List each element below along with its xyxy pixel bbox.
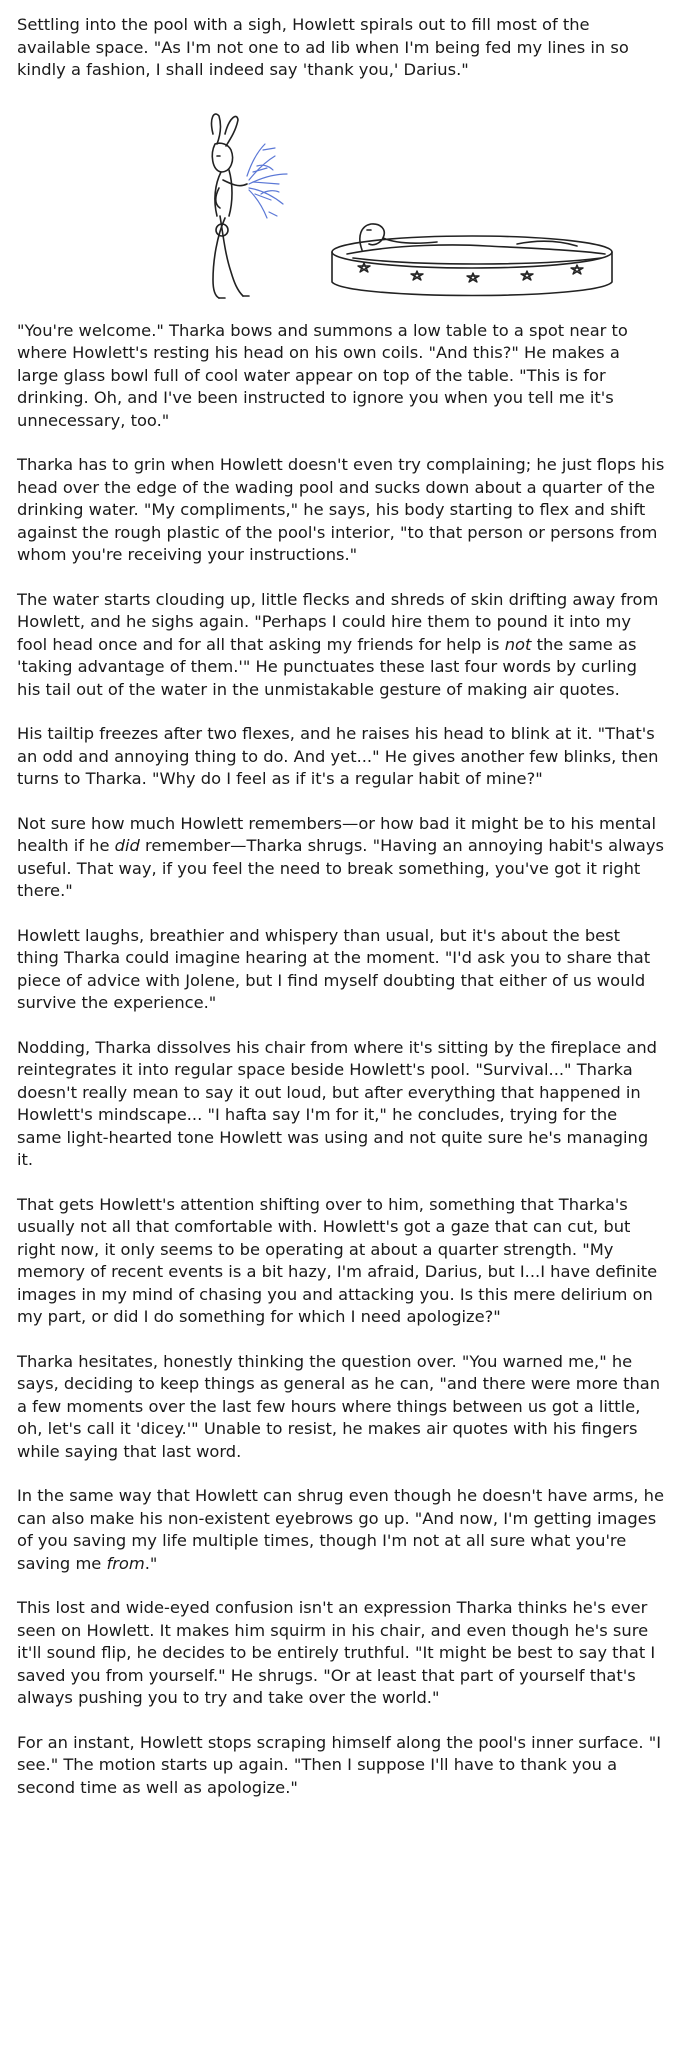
story-paragraph-5: His tailtip freezes after two flexes, and he raises his head to blink at it. "That's an odd and annoying thing to do. And yet..." He gives another few blinks, then turns to Tharka. "Why do I feel as if it's a regular habit of mine?" bbox=[17, 724, 659, 788]
magic-sparkle-icon bbox=[247, 144, 287, 218]
story-paragraph-6: Not sure how much Howlett remembers—or how bad it might be to his mental health if he did remember—Tharka shrugs. "Having an annoying habit's always useful. That way, if you feel the need to break something, you've got it right there." bbox=[17, 813, 664, 900]
story-paragraph-8: Nodding, Tharka dissolves his chair from where it's sitting by the fireplace and reintegrates it into regular space beside Howlett's pool. "Survival..." Tharka doesn't really mean to say it out loud, but after everything that happened in Howlett's mindscape... "I hafta say I'm for it," he concludes, trying for the same light-hearted tone Howlett was using and not quite sure he's managing it. bbox=[17, 1037, 657, 1169]
story-paragraph-7: Howlett laughs, breathier and whispery than usual, but it's about the best thing Tharka could imagine hearing at the moment. "I'd ask you to share that piece of advice with Jolene, but I find myself doubting that either of us would survive the experience." bbox=[17, 925, 651, 1012]
illustration-character-and-wading-pool bbox=[17, 104, 665, 312]
tharka-figure-icon bbox=[212, 114, 249, 298]
story-paragraph-10: Tharka hesitates, honestly thinking the question over. "You warned me," he says, deciding to keep things as general as he can, "and there were more than a few moments over the last few hours where things between us got a little, oh, let's call it 'dicey.'" Unable to resist, he makes air quotes with his fingers while saying that last word. bbox=[17, 1351, 661, 1461]
story-paragraph-1: Settling into the pool with a sigh, Howlett spirals out to fill most of the available space. "As I'm not one to ad lib when I'm being fed my lines in so kindly a fashion, I shall indeed say 'thank you,' Darius." bbox=[17, 15, 629, 79]
ink-sketch bbox=[17, 104, 665, 312]
story-paragraph-13: For an instant, Howlett stops scraping himself along the pool's inner surface. "I see." The motion starts up again. "Then I suppose I'll have to thank you a second time as well as apologize." bbox=[17, 1732, 662, 1797]
emphasis-from: from bbox=[106, 1553, 145, 1573]
story-paragraph-3: Tharka has to grin when Howlett doesn't even try complaining; he just flops his head over the edge of the wading pool and sucks down about a quarter of the drinking water. "My compliments," he says, his body starting to flex and shift against the rough plastic of the pool's interior, "to that person or persons from whom you're receiving your instructions." bbox=[17, 455, 665, 564]
story-paragraph-12: This lost and wide-eyed confusion isn't an expression Tharka thinks he's ever seen on Howlett. It makes him squirm in his chair, and even though he's sure it'll sound flip, he decides to be entirely truthful. "It might be best to say that I saved you from yourself." He shrugs. "Or at least that part of yourself that's always pushing you to try and take over the world." bbox=[17, 1598, 656, 1707]
story-paragraph-9: That gets Howlett's attention shifting over to him, something that Tharka's usually not all that comfortable with. Howlett's got a gaze that can cut, but right now, it only seems to be operating at about a quarter strength. "My memory of recent events is a bit hazy, I'm afraid, Darius, but I...I have definite images in my mind of chasing you and attacking you. Is this mere delirium on my part, or did I do something for which I need apologize?" bbox=[17, 1194, 658, 1326]
story-paragraph-4: The water starts clouding up, little flecks and shreds of skin drifting away from Howlett, and he sighs again. "Perhaps I could hire them to pound it into my fool head once and for all that asking my friends for help is not the same as 'taking advantage of them.'" He punctuates these last four words by curling his tail out of the water in the unmistakable gesture of making air quotes. bbox=[17, 589, 659, 699]
story-paragraph-11: In the same way that Howlett can shrug even though he doesn't have arms, he can also make his non-existent eyebrows go up. "And now, I'm getting images of you saving my life multiple times, though I'm not at all sure what you're saving me from." bbox=[17, 1486, 664, 1573]
emphasis-not: not bbox=[504, 634, 532, 654]
emphasis-did: did bbox=[114, 836, 140, 855]
story-paragraph-2: "You're welcome." Tharka bows and summons a low table to a spot near to where Howlett's resting his head on his own coils. "And this?" He makes a large glass bowl full of cool water appear on top of the table. "This is for drinking. Oh, and I've been instructed to ignore you when you tell me it's unnecessary, too." bbox=[17, 320, 628, 430]
howlett-snake-icon bbox=[360, 223, 577, 249]
